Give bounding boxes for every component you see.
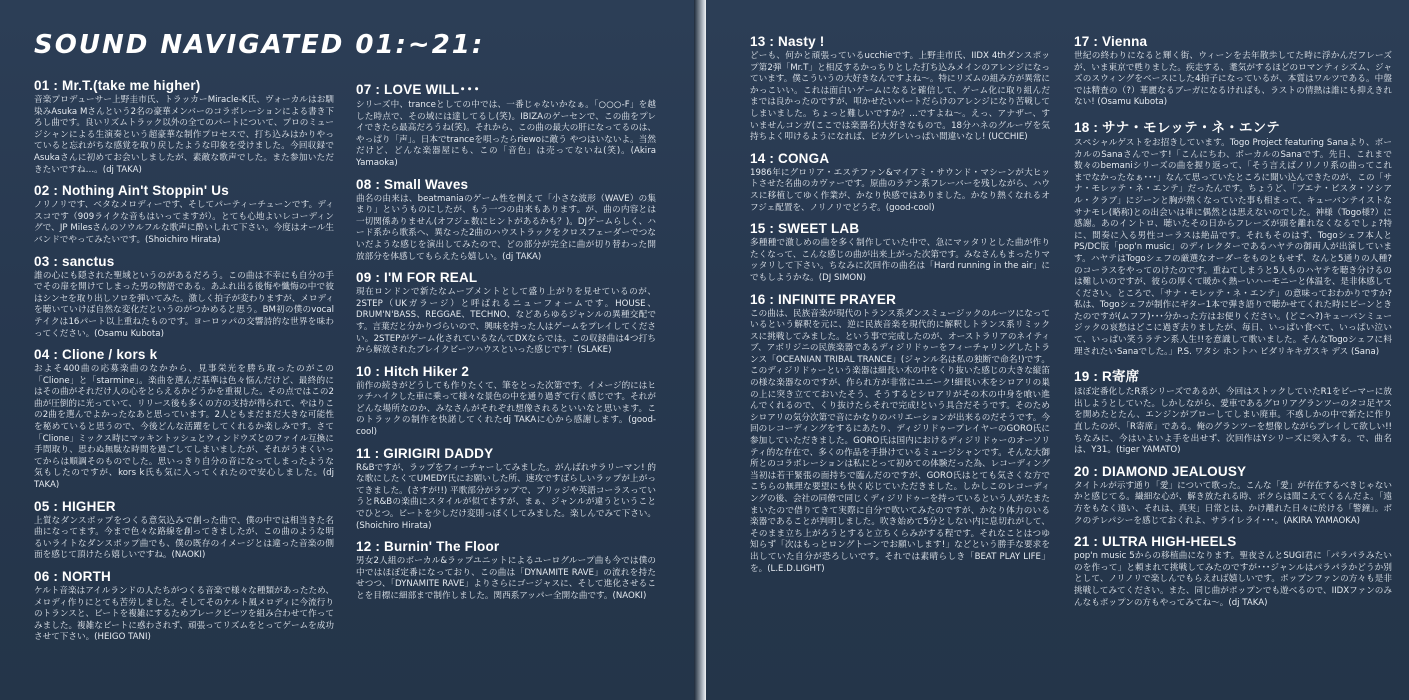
track-description: 多種種で激しめの曲を多く制作していた中で、急にマッタリとした曲が作りたくなって、こんな感じの曲が出来上がった次第です。みなさんもまったりマッタリして下さい。ちなみに次回作の曲名は「Hard running in the air」にでもしようかな。(DJ SIMON) bbox=[750, 238, 1050, 283]
track-entry bbox=[34, 78, 334, 176]
track-title: 16 : INFINITE PRAYER bbox=[750, 291, 897, 307]
track-entry bbox=[1074, 365, 1392, 457]
track-entry bbox=[750, 34, 1050, 144]
track-entry bbox=[356, 446, 656, 533]
track-description: シリーズ中、tranceとしての中では、一番じゃないかなぁ。「○○○-F」を越した時点で、その域には達してるし(笑)。IBIZAのゲーセンで、この曲をプレイできたら最高だろうね(笑)。それから、この曲の最大の肝になってるのは、やっぱり「声」。日本でtranceを唄ったらriewoに敵う やつはいないよ。当然だけど、どんな楽器屋にも、この「音色」は売ってないね(笑)。(Akira Yamaoka) bbox=[356, 100, 656, 168]
track-description: 音楽プロデューサー上野圭市氏、トラッカーMiracle-K氏、ヴォーカルはお馴染みAsuka Mさんという2名の豪華メンバーのコラボレーションによる書き下ろし曲です。良いリズムトラック以外の全てのパートについて、プロのミュージシャンによる生演奏という超豪華な制作プロセスで、打ち込みはかりやっていると忘れがちな感覚を取り戻したような印象を受けました。今回収録でAsukaさんに初めてお会いしましたが、素敵な歌声でした。また参加いただきたいですね…。(dj TAKA) bbox=[34, 95, 334, 175]
track-entry bbox=[1074, 464, 1392, 527]
column-2 bbox=[356, 78, 656, 610]
track-entry bbox=[750, 151, 1050, 214]
track-description: R&Bですが、ラップをフィーチャーしてみました。がんばれサラリーマン! 的な歌にしたくてUMEDY氏にお願いした所、速攻ですばらしいラップが上がってきました。(さすが!!) 平歌部分がラップで、ブリッジや英語コーラスっていうとR&Bの楽曲にスタイルが似てますが、まぁ、ジャンルが違うということでひとつ。ビートを少しだけ変則っぽくしてみました。楽しんでみて下さい。(Shoichiro Hirata) bbox=[356, 462, 656, 531]
track-description: どーも、何かと頑張っているucchieです。上野圭市氏、IIDX 4thダンスポップ第2弾「Mr.T」と相反するかっちりとした打ち込みメインのアレンジになっています。僕こういうの大好きなんですよね〜。特にリズムの組み方が異常にかっこいい。これは面白いゲームになると確信して、ゲーム化に取り組んだまでは良かったのですが、叩かせたいパートだらけのアレンジになり苦戦してしまいました。ちょっと難しいですか？…ですよね〜。えっ、アナザー、すいませんコンガ(ここでは楽器名)大好きなもので。18分ハネのグルーヴを気持ちよく叩けるようになれば、ピカグレいっぱい間違いなし! (UCCHIE) bbox=[750, 51, 1051, 143]
track-entry bbox=[356, 364, 656, 439]
track-description: 現在ロンドンで新たなムーブメントとして盛り上がりを見せているのが、2STEP（UKガラージ）と呼ばれるニューフォームです。HOUSE、DRUM'N'BASS、REGGAE、TECHNO、などあらゆるジャンルの異種交配です。言葉だと分かりづらいので、興味を持った人はゲームをプレイしてください。2STEPがゲーム化されているなんてDXならでは。この収録曲は4つ打ちから解放されたブレイクビーツハウスといった感じです！(SLAKE) bbox=[356, 287, 656, 356]
track-entry bbox=[356, 78, 656, 170]
track-entry bbox=[34, 499, 334, 562]
track-title: 10 : Hitch Hiker 2 bbox=[356, 363, 470, 379]
track-description: 上質なダンスポップをつくる意気込みで創った曲で、僕の中では相当きた名曲になってます。今まで色々な路線を創ってきましたが、この曲のような明るいライトなダンスポップ曲でも、僕の既存のイメージとは違った音楽の側面を感じて頂けたら嬉しいですね。(NAOKI) bbox=[34, 515, 334, 561]
track-title: 21 : ULTRA HIGH-HEELS bbox=[1074, 534, 1237, 550]
track-title: 19 : R寄席 bbox=[1074, 369, 1140, 385]
track-description: 男女2人組のボーカル&ラップユニットによるユーログループ曲も今では僕の中ではほぼ定番になっており、この曲は「DYNAMITE RAVE」の流れを持たせつつ、「DYNAMITE RAVE」よりさらにゴージャスに、そして進化させることを目標に細部まで制作しました。関西系アッパー全開な曲です。(NAOKI) bbox=[356, 556, 656, 601]
track-description: この曲は、民族音楽が現代のトランス系ダンスミュージックのルーツになっているという解釈を元に、逆に民族音楽を現代的に解釈しトランス系リミックスに挑戦してみました。という事で完成したのが、オーストラリアのネイティブ、アボリジニの民族楽器であるディジリドゥーをフィーチャリングしたトランス「OCEANIAN TRIBAL TRANCE」(ジャンル名は私の独断で命名!)です。このディジリドゥーという楽器は細長い木の中をくり抜いた感じの大きな縦笛の様な楽器なのですが、作られ方が非常にユニーク!細長い木をシロアリの巣の上に突き立てておいたそう、そうするとシロアリがその木の中身を喰い進んでくれるので、くり抜けたらそれで完成!という具合だそうです。そのためシロアリの気分次第で音にかなりのバリエーションが出来るのだそうです。今回のレコーディングをするにあたり、ディジリドゥープレイヤーのGORO氏に参加していただきました。GORO氏は国内におけるディジリドゥーのオーソリティ的な存在で、多くの作品を手掛けているミュージシャンです。そんな大御所とのコラボレーションは私にとって初めての体験だった為、レコーディング当初は若干緊張の面持ちで臨んだのですが、GORO氏はとても気さくな方でこちらの無理な要望にも快く応じていただきました。しかしこのレコーディングの後、会社の同僚で同じくディジリドゥーを持っているという人がたまたまいたので借りてきて実際に自分で吹いてみたのですが、かなり体力のいる楽器であることが判明しました。吹き始めて5分としない内に息切れがして、そのまま立ち上がろうとすると立ちくらみがする程です。それなことはつゆ知らず「次はもっとロングトーンでお願いします!」などという勝手な要求を出していた自分が恐ろしいです。それでは素晴らしき「BEAT PLAY LIFE」を。(L.E.D.LIGHT) bbox=[750, 308, 1050, 574]
track-entry bbox=[34, 347, 334, 492]
track-description: 1986年にグロリア・エステファン&マイアミ・サウンド・マシーンが大ヒットさせた名曲のカヴァーです。原曲のラテン系フレーバーを残しながら、ハウスに移植してゆく作業が、かなり快感ではありました。かなり熱くなれるオフジェ配置を、ノリノリでどうぞ。(good-cool) bbox=[750, 167, 1050, 213]
track-description: 曲名の由来は、beatmaniaのゲーム性を例えて「小さな波形（WAVE）の集まり」というものにしたが、もう一つの由来もあります。が、曲の内容とは一切関係ありません(オフジェ数にヒントがあるかも？)。DJゲームらしく、ハード系から歌系へ、異なった2曲のハウストラックをクロスフェーダーでつないだような感じを演出してみたので、どの部分が完全に曲が切り替わった開放部分を体感してもらえたら嬉しい。(dj TAKA) bbox=[356, 193, 656, 262]
track-title: 03 : sanctus bbox=[34, 253, 115, 269]
track-description: pop'n music 5からの移植曲になります。聖夜さんとSUGI君に「パラパラみたいのを作って」と頼まれて挑戦してみたのですが･･･ジャンルはパラパラかどうか別として、ノリノリで楽しんでもらえれば嬉しいです。ポップンファンの方々も是非挑戦してみてください。また、同じ曲がポップンでも遊べるので、IIDXファンのみんなもポップンの方もやってみてね〜。(dj TAKA) bbox=[1074, 551, 1392, 608]
track-description: ケルト音楽はアイルランドの人たちがつくる音楽で様々な種類があったため、メロディ作りにとても苦労しました。そしてそのケルト風メロディに今流行りのトランスと、ビートを複雑にするためブレークビーツを組み合わせて作ってみました。複雑なビートに惑わされず、頑張ってリズムをとってゲームを成功させて下さい。(HEIGO TANI) bbox=[34, 586, 334, 643]
track-title: 06 : NORTH bbox=[34, 569, 112, 584]
track-description: ノリノリです、ベタなメロディーです、そしてパーティーチューンです。ディスコです（909ライクな音もはいってますが）。とても心地よいレコーディングで、JP Milesさんのソウルフルな歌声に酔いしれて下さい。今度はオール生バンドでやってみたいです。(Shoichiro Hirata) bbox=[34, 200, 334, 245]
track-title: 15 : SWEET LAB bbox=[750, 221, 860, 237]
track-description: 前作の続きがどうしても作りたくて、筆をとった次第です。イメージ的にはヒッチハイクした車に乗って様々な景色の中を通り過ぎて行く感じです。それがどんな場所なのか、みなさんがそれぞれ想像されるといいなと思います。このトラックの制作を快諾してくれたdj TAKAに心から感謝します。(good-cool) bbox=[356, 380, 656, 438]
track-description: およそ400曲の応募楽曲のなかから、見事栄光を勝ち取ったのがこの「Clione」と「starmine」。楽曲を選んだ基準は色々悩んだけど、最終的にはその曲がそれだけ人の心をとらえるかどうかを重視した。その点ではこの2曲が圧倒的に光っていて、リリース後も多くの方の支持が得られて、やはりこの2曲を選んでよかったなあと思っています。2人ともまだまだ大きな可能性を秘めていると思うので、今後どんな活躍をしてくれるか楽しみです。さて「Clione」ミックス時にマッキントッシュとウィンドウズとのファイル互換に手間取り、思わぬ無駄な時間を過ごしてしまいましたが、それがうまくいってからは順調そのものでした。思いっきり自分の音になってしまったような気もしたのですが、kors k氏も気に入ってくれたので安心しました。(dj TAKA) bbox=[34, 364, 335, 491]
track-description: ほぼ定番化したR系シリーズであるが、今回はストックしていたR1をビーマーに放出しようとしていた。しかしながら、愛車であるグロリアグランツーのタコ足ヤスを開めたとたん、エンジンがブローしてしまい廃車。不惑しかの中で新たに作り直したのが、「R寄席」である。俺のグランツーを想像しながらプレイして欲しい!!ちなみに、今はいよいよ手を出せず、次回作はYシリーズに突入する。で、曲名は、Y31。(tiger YAMATO) bbox=[1074, 387, 1392, 456]
track-title: 01 : Mr.T.(take me higher) bbox=[34, 78, 201, 93]
right-page bbox=[706, 0, 1409, 700]
left-page bbox=[0, 0, 702, 700]
track-title: 08 : Small Waves bbox=[356, 176, 469, 192]
track-title: 09 : I'M FOR REAL bbox=[356, 270, 478, 286]
page-title: SOUND NAVIGATED 01:~21: bbox=[34, 30, 485, 60]
track-title: 12 : Burnin' The Floor bbox=[356, 539, 500, 555]
track-title: 14 : CONGA bbox=[750, 150, 830, 166]
track-description: 世紀の終わりになると輝く街、ウィーンを去年散歩してた時に浮かんだフレーズが、いま東京で甦りました。疾走する、耄気がするほどのロマンティシズム、ジャズのスウィングをベースにした4拍子になっているが、本質はワルツである。中盤では精査の（?）華麗なるブーガになるければも、ラストの情熱は誰にも抑えきれない! (Osamu Kubota) bbox=[1074, 51, 1392, 108]
track-title: 20 : DIAMOND JEALOUSY bbox=[1074, 463, 1247, 479]
track-entry bbox=[1074, 534, 1392, 609]
track-title: 02 : Nothing Ain't Stoppin' Us bbox=[34, 183, 229, 199]
track-entry bbox=[356, 177, 656, 264]
track-entry bbox=[1074, 34, 1392, 109]
track-entry bbox=[34, 254, 334, 341]
column-4 bbox=[1074, 34, 1392, 616]
track-description: スペシャルゲストをお招きしています。Togo Project featuring Sanaより、ボーカルのSanaさんでーす!「こんにちわ、ボーカルのSanaです。先日、これまで数々のbemaniシリーズの曲を握り返って、「そう言えばノリノリ系の曲ってこれまでなかったなぁ･･･」なんて思っていたところに聞い込んできたのが、この「サナ・モレッテ・ネ・エンテ」だったんです。ちょうど、「ブエナ・ビスタ・ソシアル・クラブ」にジーンと胸が熱くなっていた事も相まって、キューバンテイストなサナモレ(略称)との出会いは単に偶然とは思えないのでした。神様（Togo様?）に感謝。あのイントロ、聴いたその日からフレーズが頭を離れなくなるでしょ?特に、間奏に入る男性コーラスは絶品です。それもそのはず、Togoシェフ本人とPS/DC版「pop'n music」のディレクターであるハヤテの御両人が出演しています。ハヤテはTogoシェフの厳選なオーダーをものともせず、なんと5通りの人種?のコーラスをやってのけたのです。重ねてしまうと5人ものハヤテを聴き分けるのは難しいのですが、彼らの厚くて暖かく熱ーいハーモニーと体温を、是非体感してください。ところで、「サナ・モレッテ・ネ・エンテ」の意味っておわかりですか?私は、Togoシェフが制作にギター1本で弾き語りで聴かせてくれた時にピーンときたのですが(ムフフ)･･･分かった方はお便りください。(どこへ?)キューバンミュージックの哀愁はどこに過ぎ去りましたが、毎日、いっぱい食べて、いっぱい泣いて、いっぱい笑うラテン系人生!!を意識して歌いました。そんなTogoシェフに料理されたいSanaでした。」P.S. ワタシ ホントハ ビダリキキガスキ デス (Sana) bbox=[1074, 137, 1392, 357]
track-entry bbox=[1074, 116, 1392, 358]
track-entry bbox=[34, 569, 334, 644]
track-title: 05 : HIGHER bbox=[34, 498, 116, 514]
track-entry bbox=[750, 292, 1050, 576]
track-entry bbox=[750, 221, 1050, 284]
track-title: 17 : Vienna bbox=[1074, 34, 1148, 49]
track-title: 18 : サナ・モレッテ・ネ・エンテ bbox=[1074, 119, 1280, 135]
column-1 bbox=[34, 78, 334, 651]
track-description: タイトルが示す通り「愛」について歌った。こんな「愛」が存在するべきじゃないかと感じてる。繊細な心が、解き放たれる時、ボクらは聞こえてくるんだよ。「遠方をもなく遠い、それは、真実」日常とは、かけ離れた日々に於ける「警鐘」。ボクのテレパシーを感じておくれよ、サライレライ･･･。(AKIRA YAMAOKA) bbox=[1074, 480, 1392, 526]
track-entry bbox=[356, 539, 656, 602]
track-title: 04 : Clione / kors k bbox=[34, 347, 158, 363]
track-description: 誰の心にも隠された聖域というのがあるだろう。この曲は不幸にも自分の手でその扉を開けてしまった男の物語である。あふれ出る後悔や懺悔の中で彼はシンセを取り出しソロを弾いてみた。激しく拍子が変わりますが、メロディを聴いていけば自然な変化だというのがつかめると思う。BM初の僕のvocalテイクは16パート以上重ねたものです。ヨーロッパの交響詩的な世界を味わってください。(Osamu Kubota) bbox=[34, 270, 334, 339]
track-title: 11 : GIRIGIRI DADDY bbox=[356, 445, 494, 461]
track-entry bbox=[34, 183, 334, 246]
column-3 bbox=[750, 34, 1050, 582]
track-entry bbox=[356, 270, 656, 357]
track-title: 13 : Nasty ! bbox=[750, 34, 825, 49]
track-title: 07 : LOVE WILL･･･ bbox=[356, 82, 481, 97]
